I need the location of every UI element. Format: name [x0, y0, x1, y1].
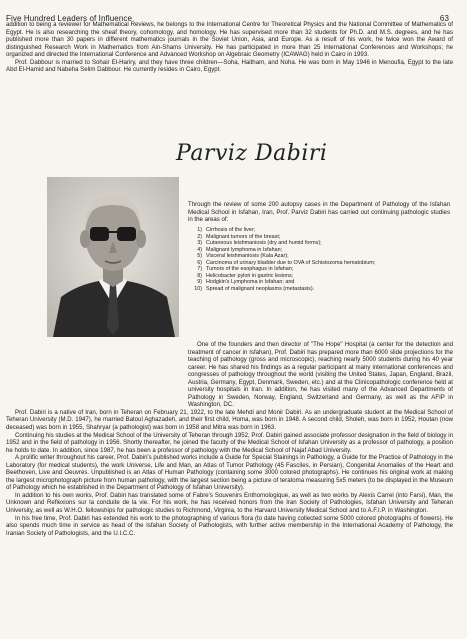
list-item: 8) Helicobacter pylori in gastric lesions; [197, 272, 294, 279]
book-title: Five Hundred Leaders of Influence [6, 14, 133, 23]
biography-body [6, 341, 453, 537]
page-number: 63 [439, 14, 449, 23]
list-item: 6) Carcinoma of urinary bladder due to OVA of Schistozoma hematobium; [197, 259, 376, 266]
paragraph: addition to being a reviewer for Mathematical Reviews, he belongs to the International Centre for Theoretical Physics and the National Committee of Mathematics of Egypt. He is also researching the sheaf theory, cohomology, and homology. He has supervised more than 32 students for Ph.D. and M.S. degrees, and he has published more than 30 papers in different mathematics journals in the Soviet Union, Asia, and Europe. As a result of his work, he twice won the Award of distinguished Research Work in Mathematics from Ain-Shams University. He has participated in more than 25 International Conferences and Workshops; he organized and directed the International Conference and Advanced Workshop on Algebraic Geometry (ICAWAG) held in Cairo in 1993. [6, 21, 453, 59]
list-item: 10) Spread of malignant neoplasms (metastasis). [194, 285, 315, 292]
list-item: 4) Malignant lymphoma in Isfahan; [197, 246, 283, 253]
list-item: 1) Cirrhosis of the liver; [197, 227, 256, 233]
portrait-photo [47, 177, 179, 337]
paragraph: Prof. Dabbour is married to Sohair El-Hariry, and they have three children—Soha, Haitham, and Noha. He was born in May 1946 in Menoufia, Egypt to the late Abd El-Hamid and Nabeha Selim Dabbour. He currently resides in Cairo, Egypt. [6, 58, 453, 74]
list-item: 5) Visceral leishmaniosis (Kala Azar); [197, 253, 289, 259]
paragraph: A prolific writer throughout his career, Prof. Dabiri's published works include a Guide for Special Stainings in Pathology, a Guide for the Practice of Pathology in the Laboratory (for medical students), the work Universe, Life and Man, an Atlas of Tumor Pathology (45 Fascíles, in Persian), Congenital Anomalies of the Heart and Beethoven, Live and Oeuvres. Unpublished is an Atlas of Human Pathology (containing some 3000 colored photographs). He continues his original work at making the largest microphotograph picture from human pathology, with the largest section being a picture of teratoma measuring 5x5 meters (to be displayed in the Museum of Pathology which he established in the Department of Pathology of Isfahan University). [6, 454, 453, 492]
previous-entry-continuation [6, 21, 453, 74]
paragraph: Continuing his studies at the Medical School of the University of Teheran through 1952, Prof. Dabiri gained associate professor designation in the field of biology in 1952 and in the field of pathology in 1956. Shortly thereafter, he joined the faculty of the Medical School of Isfahan University as a professor of pathology, a position he holds to date. In addition, since 1987, he has been a professor of pathology with the Medical School of Najaf Abad University. [6, 431, 453, 454]
paragraph: Prof. Dabiri is a native of Iran, born in Teheran on February 21, 1922, to the late Mehdi and Monir Dabiri. As an undergraduate student at the Medical School of Teheran University (M.D. 1947), he married Batoul Aghazadeh, and their first child, Homa, was born in 1948. A second child, Sholeh, was born in 1952, Houtan (now deceased) was born in 1955, Shahryar (a pathologist) was born in 1958 and Mitra was born in 1963. [6, 408, 453, 432]
list-item: 2) Malignant tumors of the breast; [197, 233, 281, 240]
list-item: 9) Hodgkin's Lymphoma in Isfahan; and [197, 279, 295, 285]
paragraph: In addition to his own works, Prof. Dabiri has translated some of Fabre's Souvenirs Enthomologique, as well as two works by Alexis Carrel (into Farsi), Man, the Unknown and Reflexions sur la conduite de la vie. For his work, he has received honors from the Iran Society of Pathologies, Isfahan University and Teheran University, as well as W.H.O. fellowships for pathologic studies to Richmond, Virginia, to the Harvard University Medical School and to A.F.I.P. in Washington. [6, 491, 453, 515]
entry-title: Parviz Dabiri [176, 141, 328, 166]
list-item: 3) Cutaneous leishmaniosis (dry and humid forms); [197, 240, 322, 246]
intro-paragraph: Through the review of some 200 autopsy cases in the Department of Pathology of the Isfahan Medical School in Isfahan, Iran, Prof. Parviz Dabiri has carried out continuing pathologic studies in the areas of: [188, 201, 450, 224]
paragraph: One of the founders and then director of "The Hope" Hospital (a center for the detection and treatment of cancer in Isfahan), Prof. Dabiri has prepared more than 6000 slide projections for the teaching of pathology (gross and microscopic), reaching nearly 5000 students during his 40 year career. He has shared his findings as a regular participant at many international conferences and congresses of pathology throughout the world (visiting the United States, Japan, England, Brazil, Austria, Germany, Egypt, Denmark, Sweden, etc.) and at the Clinicopathologic conference held at university hospitals in Iran. In addition, he has visited many of the Advanced Departments of Pathology in Sweden, Norway, England, Switzerland and Germany, as well as the AFIP in Washington, DC. [188, 341, 453, 409]
paragraph: In his free time, Prof. Dabiri has extended his work to the photographing of various flora (to date having collected some 5000 colored photographs of flowers). He also spends much time in service as head of the Isfahan Society of Pathologists, with further active membership in the International Academy of Pathology, the Iranian Society of Pathologists, and the U.I.C.C. [6, 514, 453, 537]
study-areas-list [191, 227, 451, 292]
list-item: 7) Tumors of the esophagus in Isfahan; [197, 266, 294, 272]
